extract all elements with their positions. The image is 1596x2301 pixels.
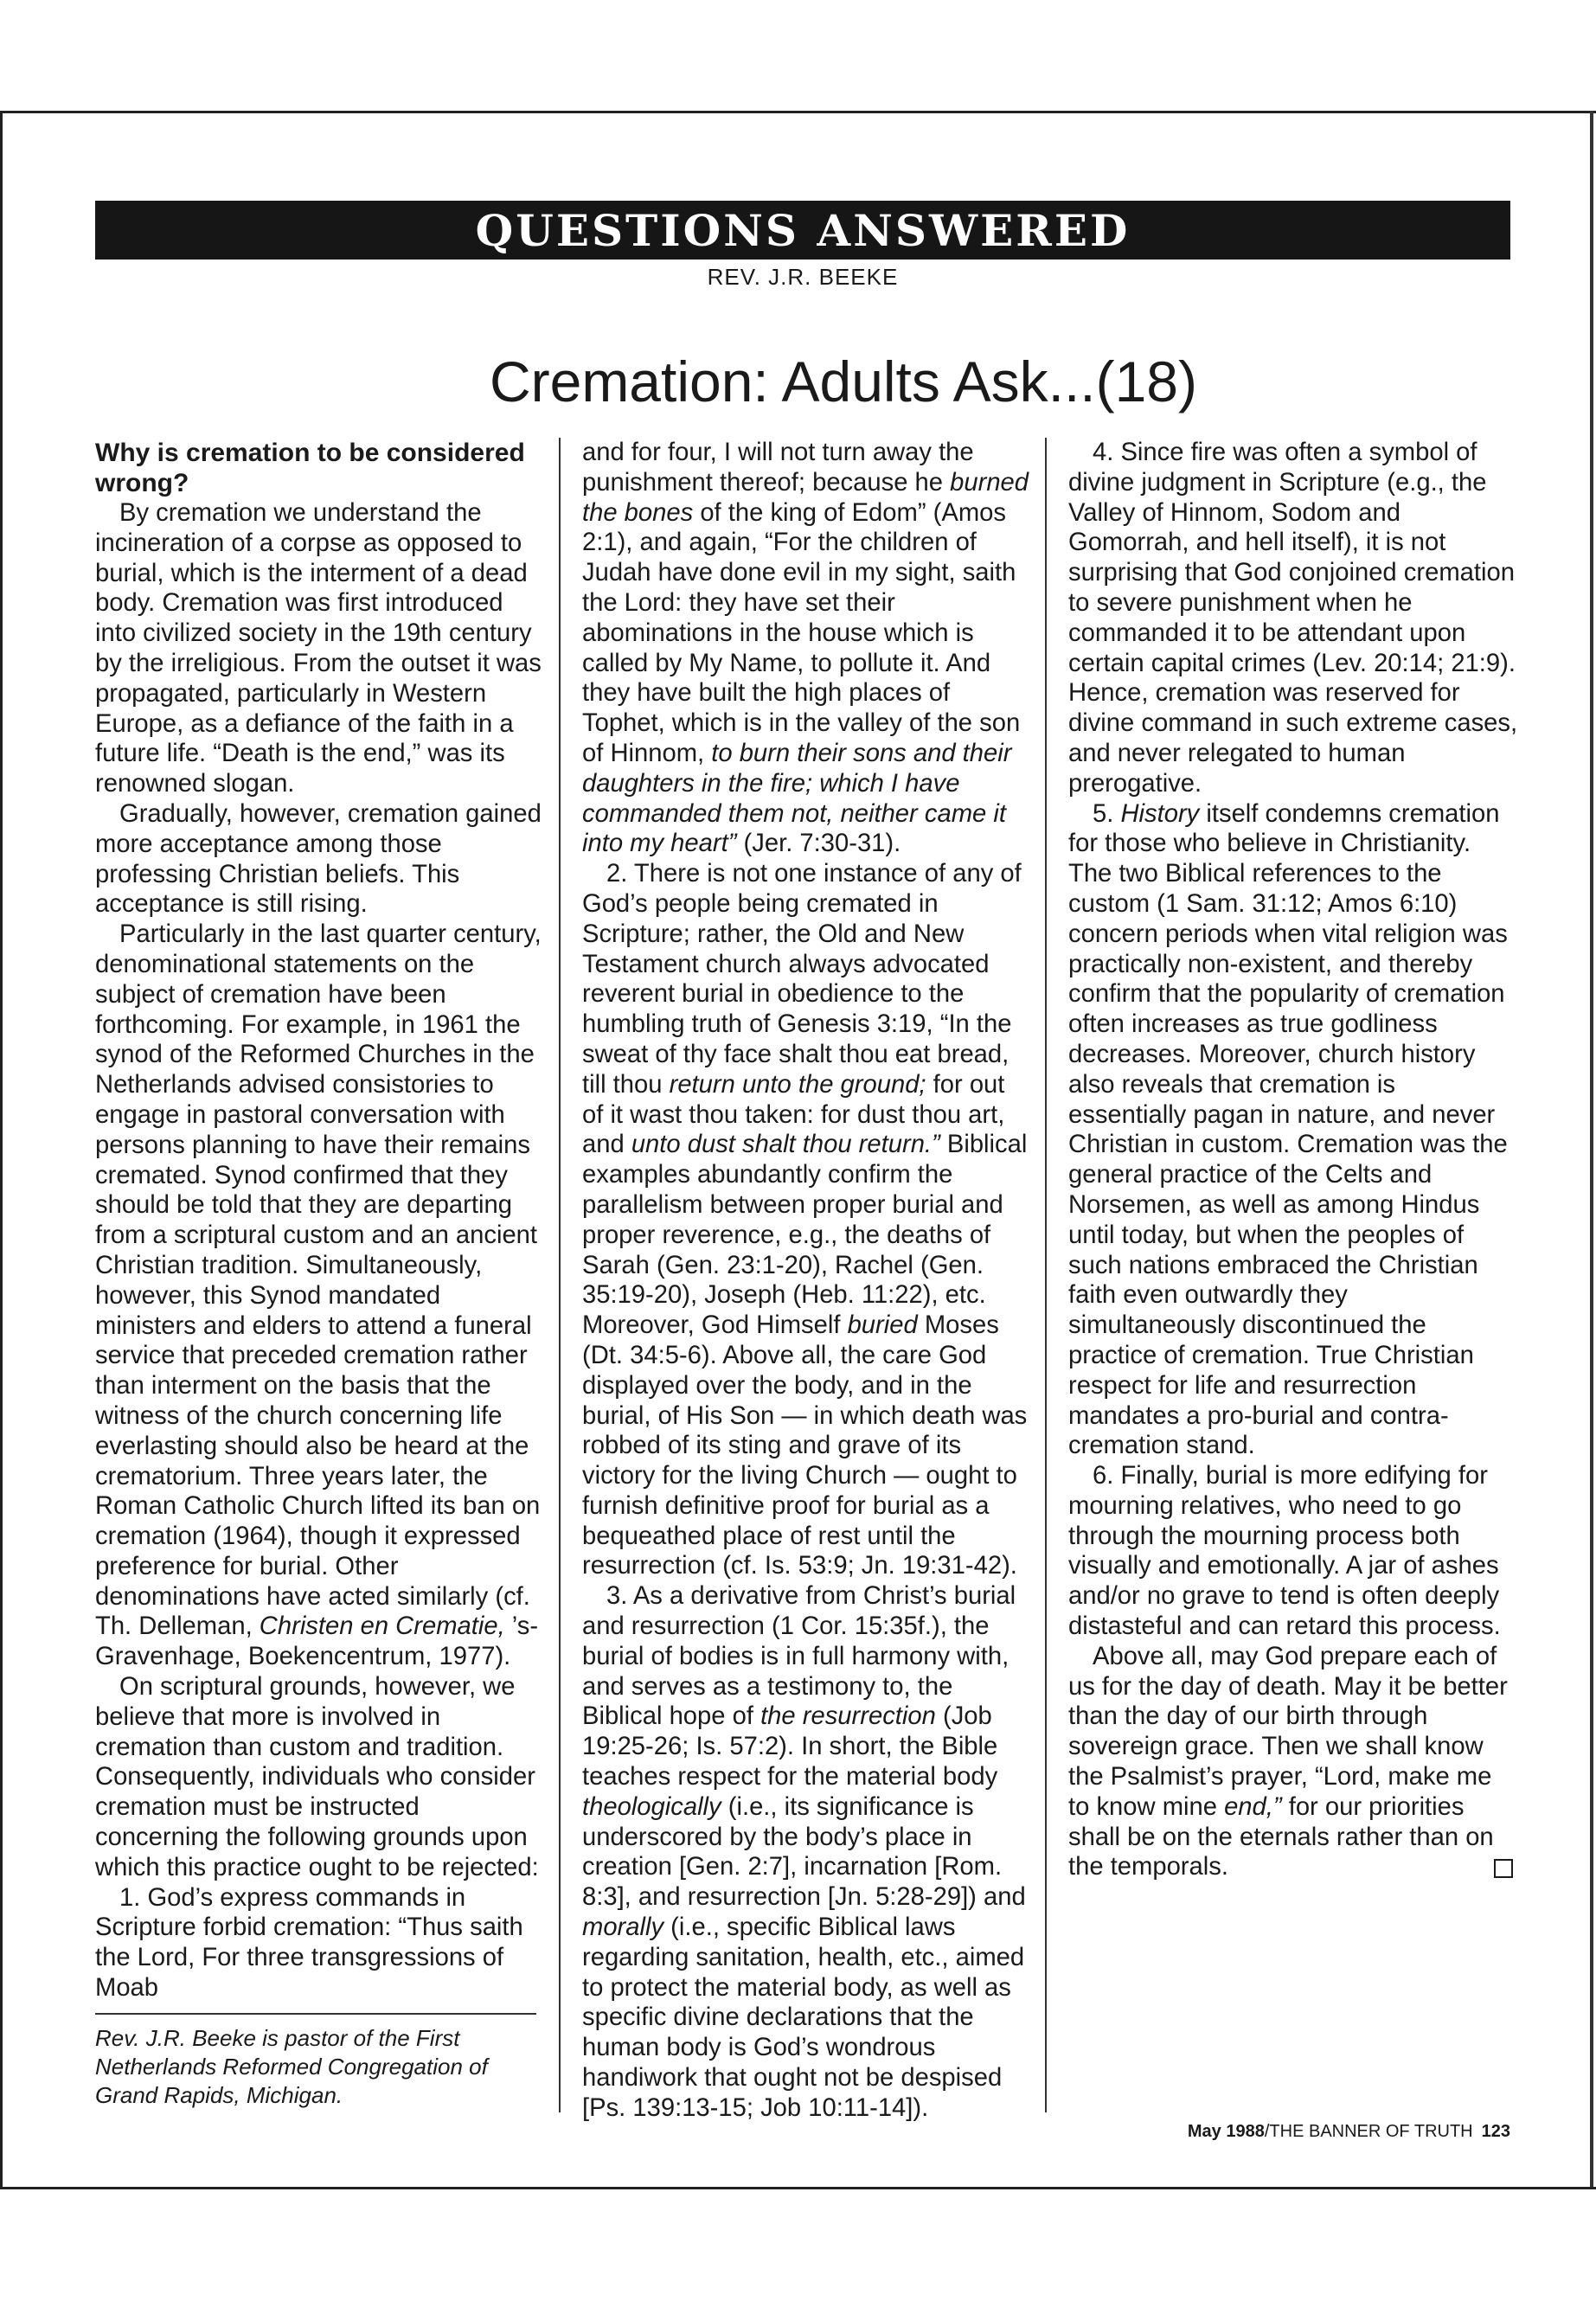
emphasis: the resurrection [760, 1702, 936, 1731]
column-divider [559, 438, 561, 2112]
article-title: Cremation: Adults Ask...(18) [489, 349, 1197, 413]
emphasis: theologically [582, 1792, 721, 1821]
text: (Jer. 7:30-31). [743, 830, 901, 858]
text: ’s-Gravenhage, Boekencentrum, 1977). [95, 1612, 539, 1671]
paragraph: By cremation we understand the incineration of a corpse as opposed to burial, which is the interment of a dead body. Cremation was first introduced into civilized society in the 19th century by the irreligious. From the outset it was propagated, particularly in Western Europe, as a defiance of the faith in a future life. “Death is the end,” was its renowned slogan. [95, 499, 542, 798]
paragraph [582, 1581, 1032, 2123]
paragraph [1068, 1642, 1518, 1882]
column-2 [582, 438, 1032, 2124]
author-byline: REV. J.R. BEEKE [707, 264, 899, 290]
emphasis: to burn their sons and their daughters in the fire; which I have commanded them not, neither came it into my heart” [582, 739, 1012, 858]
scan-margin [0, 0, 1596, 111]
text: for out of it wast thou taken: for dust thou art, and [582, 1070, 1005, 1159]
paragraph: 6. Finally, burial is more edifying for mourning relatives, who need to go through the mourning process both visually and emotionally. A jar of ashes and/or no grave to tend is often deeply distasteful and can retard this process. [1068, 1462, 1501, 1641]
paragraph [95, 920, 545, 1672]
emphasis: burned the bones [582, 468, 1029, 527]
text: (i.e., its significance is underscored by the body’s place in creation [Gen. 2:7], incarnation [Rom. 8:3], and resurrection [Jn. 5:28-29]) and [582, 1792, 1026, 1912]
emphasis: unto dust shalt thou return.” [631, 1131, 940, 1159]
author-note: Rev. J.R. Beeke is pastor of the First Netherlands Reformed Congregation of Grand Rapids, Michigan. [95, 2025, 488, 2108]
footnote-rule [95, 2013, 536, 2015]
emphasis: History [1120, 799, 1200, 828]
paragraph: On scriptural grounds, however, we believe that more is involved in cremation than custom and tradition. Consequently, individuals who consider cremation must be instructed concerning the following grounds upon which this practice ought to be rejected: [95, 1673, 539, 1881]
emphasis: morally [582, 1913, 664, 1942]
text: (Job 19:25-26; Is. 57:2). In short, the Bible teaches respect for the material body [582, 1702, 998, 1791]
page-edge [0, 111, 3, 2187]
question-heading: Why is cremation to be considered wrong? [95, 439, 525, 497]
emphasis: buried [847, 1311, 918, 1340]
section-banner [95, 201, 1510, 260]
paragraph: Gradually, however, cremation gained more acceptance among those professing Christian beliefs. This acceptance is still rising. [95, 799, 542, 919]
paragraph [582, 859, 1032, 1581]
emphasis: end,” [1224, 1792, 1282, 1821]
book-title: Christen en Crematie, [259, 1612, 505, 1641]
paragraph: 1. God’s express commands in Scripture forbid cremation: “Thus saith the Lord, For three transgressions of Moab [95, 1883, 523, 2003]
text: (i.e., specific Biblical laws regarding sanitation, health, etc., aimed to protect the material body, as well as specific divine declarations that the human body is God’s wondrous handiwork that ought not be despised [Ps. 139:13-15; Job 10:11-14]). [582, 1913, 1025, 2122]
paragraph [1068, 799, 1518, 1462]
publication-name: /THE BANNER OF TRUTH [1264, 2122, 1473, 2141]
text: for our priorities shall be on the eternals rather than on the temporals. [1068, 1792, 1494, 1881]
issue-date: May 1988 [1187, 2122, 1265, 2141]
page-edge [0, 111, 1596, 113]
text: itself condemns cremation for those who believe in Christianity. The two Biblical references to the custom (1 Sam. 31:12; Amos 6:10) concern periods when vital religion was practically non-existent, and thereby confirm that the popularity of cremation often increases as true godliness decreases. Moreover, church history also reveals that cremation is essentially pagan in nature, and never Christian in custom. Cremation was the general practice of the Celts and Norsemen, as well as among Hindus until today, but when the peoples of such nations embraced the Christian faith even outwardly they simultaneously discontinued the practice of cremation. True Christian respect for life and resurrection mandates a pro-burial and contra-cremation stand. [1068, 799, 1508, 1460]
column-1 [95, 438, 545, 2003]
page-number: 123 [1481, 2122, 1510, 2141]
column-divider [1045, 438, 1047, 2112]
text: Particularly in the last quarter century, denominational statements on the subject of cremation have been forthcoming. For example, in 1961 the synod of the Reformed Churches in the Netherlands advised consistories to engage in pastoral conversation with persons planning to have their remains cremated. Synod confirmed that they should be told that they are departing from a scriptural custom and an ancient Christian tradition. Simultaneously, however, this Synod mandated ministers and elders to attend a funeral service that preceded cremation rather than interment on the basis that the witness of the church concerning life everlasting should also be heard at the crematorium. Three years later, the Roman Catholic Church lifted its ban on cremation (1964), though it expressed preference for burial. Other denominations have acted similarly (cf. Th. Delleman, [95, 920, 542, 1641]
text: of the king of Edom” (Amos 2:1), and again, “For the children of Judah have done evil in my sight, saith the Lord: they have set their abominations in the house which is called by My Name, to pollute it. And they have built the high places of Tophet, which is in the valley of the son of Hinnom, [582, 498, 1021, 767]
page-footer [1038, 2122, 1510, 2142]
page-edge [0, 2187, 1596, 2189]
page-edge [1590, 111, 1593, 2187]
section-title: QUESTIONS ANSWERED [475, 204, 1131, 256]
text: and for four, I will not turn away the punishment thereof; because he [582, 439, 974, 497]
column-3 [1068, 438, 1518, 1882]
end-mark-icon [1494, 1859, 1513, 1878]
text: 3. As a derivative from Christ’s burial and resurrection (1 Cor. 15:35f.), the burial of bodies is in full harmony with, and serves as a testimony to, the Biblical hope of [582, 1582, 1016, 1731]
text: Moses (Dt. 34:5-6). Above all, the care God displayed over the body, and in the burial, of His Son — in which death was robbed of its sting and grave of its victory for the living Church — ought to furnish definitive proof for burial as a bequeathed place of rest until the resurrection (cf. Is. 53:9; Jn. 19:31-42). [582, 1311, 1028, 1580]
paragraph: 4. Since fire was often a symbol of divine judgment in Scripture (e.g., the Valley of Hinnom, Sodom and Gomorrah, and hell itself), it is not surprising that God conjoined cremation to severe punishment when he commanded it to be attendant upon certain capital crimes (Lev. 20:14; 21:9). Hence, cremation was reserved for divine command in such extreme cases, and never relegated to human prerogative. [1068, 439, 1518, 798]
text: Above all, may God prepare each of us for the day of death. May it be better than the day of our birth through sovereign grace. Then we shall know the Psalmist’s prayer, “Lord, make me to know mine [1068, 1642, 1508, 1821]
emphasis: return unto the ground; [669, 1070, 926, 1099]
text: Biblical examples abundantly confirm the parallelism between proper burial and proper reverence, e.g., the deaths of Sarah (Gen. 23:1-20), Rachel (Gen. 35:19-20), Joseph (Heb. 11:22), etc. Moreover, God Himself [582, 1131, 1028, 1340]
text: 5. [1093, 799, 1114, 828]
paragraph [582, 438, 1032, 859]
text: 2. There is not one instance of any of God’s people being cremated in Scripture; rather, the Old and New Testament church always advocated reverent burial in obedience to the humbling truth of Genesis 3:19, “In the sweat of thy face shalt thou eat bread, till thou [582, 860, 1022, 1099]
